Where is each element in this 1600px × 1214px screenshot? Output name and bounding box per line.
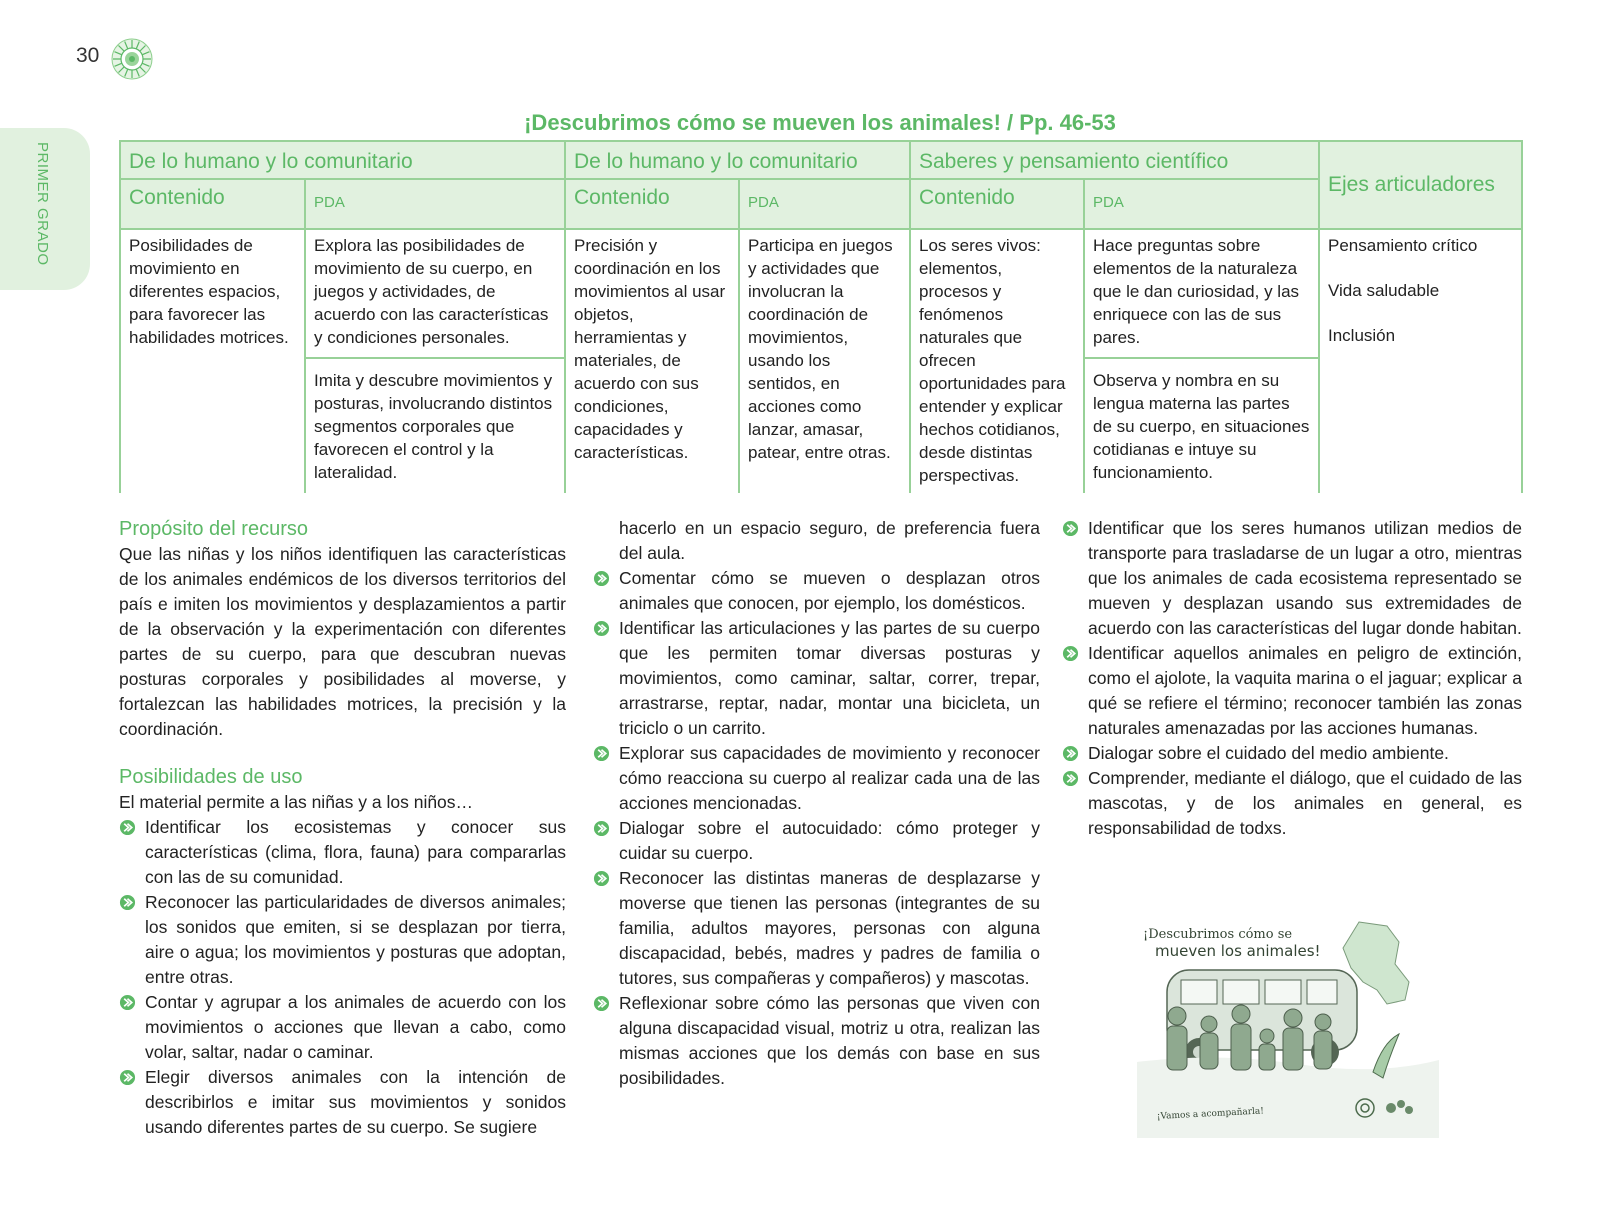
chevron-bullet-icon [119, 819, 136, 836]
resource-cover-illustration [1137, 912, 1439, 1138]
eje-item: Inclusión [1328, 326, 1396, 345]
proposito-text: Que las niñas y los niños identifiquen las características de los animales endémicos de los diversos territorios del país e imiten los movimientos y desplazamientos a partir de la observación y la experimentación con diferentes partes de su cuerpo, para que descubran nuevas posturas corporales y posibilidades al moverse, y fortalezcan las habilidades motrices, la precisión y la coordinación. [119, 544, 566, 739]
section-heading-posibilidades: Posibilidades de uso [119, 766, 303, 788]
chevron-bullet-icon [119, 1069, 136, 1086]
group-header-1: De lo humano y lo comunitario [120, 141, 565, 179]
rosette-ornament-icon [111, 38, 153, 80]
bullet-list [593, 516, 1040, 1091]
contenido-cell: Los seres vivos: elementos, procesos y fenómenos naturales que ofrecen oportunidades para entender y explicar hechos cotidianos, desde distintas perspectivas. [910, 229, 1084, 493]
cover-title-line1: ¡Descubrimos cómo se [1143, 927, 1293, 942]
cover-title-line2: mueven los animales! [1155, 942, 1321, 960]
pda-cell: Hace preguntas sobre elementos de la naturaleza que le dan curiosidad, y las enriquece con las de sus pares. [1084, 229, 1319, 358]
text-column-2 [593, 516, 1040, 1091]
cover-bottom-text: ¡Vamos a acompañarla! [1156, 1106, 1265, 1122]
eje-item: Pensamiento crítico [1328, 236, 1478, 255]
subheader-pda: PDA [1084, 179, 1319, 229]
list-item: Reconocer las particularidades de diversos animales; los sonidos que emiten, si se desplazan por tierra, aire o agua; los movimientos y posturas que adoptan, entre otras. [119, 890, 566, 990]
grade-side-tab [0, 128, 90, 290]
list-item: Elegir diversos animales con la intención de describirlos e imitar sus movimientos y sonidos usando diferentes partes de su cuerpo. Se sugiere [119, 1065, 566, 1140]
curriculum-table [119, 140, 1523, 493]
ejes-header: Ejes articuladores [1319, 141, 1522, 229]
list-item: Contar y agrupar a los animales de acuerdo con los movimientos o acciones que llevan a cabo, como volar, saltar, nadar o caminar. [119, 990, 566, 1065]
grade-label: PRIMER GRADO [34, 142, 51, 266]
list-item: Reconocer las distintas maneras de desplazarse y moverse que tienen las personas (integrantes de su familia, adultos mayores, personas con alguna discapacidad, bebés, madres y padres de familia o tutores, sus compañeras y compañeros) y mascotas. [593, 866, 1040, 991]
table-subheader-row [120, 179, 1522, 229]
list-item: Reflexionar sobre cómo las personas que viven con alguna discapacidad visual, motriz u otra, realizan las mismas acciones que los demás con base en sus posibilidades. [593, 991, 1040, 1091]
chevron-bullet-icon [593, 570, 610, 587]
chevron-bullet-icon [593, 995, 610, 1012]
list-item: Dialogar sobre el autocuidado: cómo proteger y cuidar su cuerpo. [593, 816, 1040, 866]
list-item: Comentar cómo se mueven o desplazan otros animales que conocen, por ejemplo, los domésticos. [593, 566, 1040, 616]
pda-cell: Explora las posibilidades de movimiento de su cuerpo, en juegos y actividades, de acuerdo con las características y condiciones personales. [305, 229, 565, 358]
list-item: Comprender, mediante el diálogo, que el cuidado de las mascotas, y de los animales en general, es responsabilidad de todxs. [1062, 766, 1522, 841]
list-item: Identificar los ecosistemas y conocer sus características (clima, flora, fauna) para compararlas con las de su comunidad. [119, 815, 566, 890]
table-group-header-row [120, 141, 1522, 179]
subheader-contenido: Contenido [565, 179, 739, 229]
chevron-bullet-icon [1062, 770, 1079, 787]
chevron-bullet-icon [119, 994, 136, 1011]
section-heading-proposito: Propósito del recurso [119, 518, 308, 540]
chevron-bullet-icon [593, 620, 610, 637]
list-item-continuation: hacerlo en un espacio seguro, de preferencia fuera del aula. [619, 518, 1040, 563]
list-item: Dialogar sobre el cuidado del medio ambiente. [1062, 741, 1522, 766]
bullet-list [119, 815, 566, 1140]
eje-item: Vida saludable [1328, 281, 1440, 300]
chevron-bullet-icon [593, 870, 610, 887]
text-column-3 [1062, 516, 1522, 841]
chevron-bullet-icon [593, 745, 610, 762]
contenido-cell: Precisión y coordinación en los movimientos al usar objetos, herramientas y materiales, de acuerdo con sus condiciones, capacidades y características. [565, 229, 739, 493]
chevron-bullet-icon [119, 894, 136, 911]
list-item: Identificar que los seres humanos utilizan medios de transporte para trasladarse de un lugar a otro, mientras que los animales de cada ecosistema representado se mueven y desplazan usando sus extremidades de acuerdo con las características del lugar donde habitan. [1062, 516, 1522, 641]
subheader-pda: PDA [739, 179, 910, 229]
list-item: Explorar sus capacidades de movimiento y reconocer cómo reacciona su cuerpo al realizar cada una de las acciones mencionadas. [593, 741, 1040, 816]
chevron-bullet-icon [1062, 745, 1079, 762]
ejes-cell [1319, 229, 1522, 493]
list-item: Identificar aquellos animales en peligro de extinción, como el ajolote, la vaquita marina o el jaguar; explicar a qué se refiere el término; reconocer también las zonas naturales amenazadas por las acciones humanas. [1062, 641, 1522, 741]
list-item: Identificar las articulaciones y las partes de su cuerpo que les permiten tomar diversas posturas y movimientos, como caminar, saltar, correr, trepar, arrastrarse, reptar, nadar, montar una bicicleta, un triciclo o un carrito. [593, 616, 1040, 741]
table-row [120, 229, 1522, 358]
group-header-2: De lo humano y lo comunitario [565, 141, 910, 179]
posibilidades-intro: El material permite a las niñas y a los niños… [119, 792, 474, 812]
contenido-cell: Posibilidades de movimiento en diferentes espacios, para favorecer las habilidades motrices. [120, 229, 305, 493]
table-title: ¡Descubrimos cómo se mueven los animales! / Pp. 46-53 [524, 110, 1116, 135]
pda-cell: Participa en juegos y actividades que involucran la coordinación de movimientos, usando los sentidos, en acciones como lanzar, amasar, patear, entre otras. [739, 229, 910, 493]
pda-cell: Imita y descubre movimientos y posturas, involucrando distintos segmentos corporales que favorecen el control y la lateralidad. [305, 358, 565, 493]
subheader-contenido: Contenido [910, 179, 1084, 229]
group-header-3: Saberes y pensamiento científico [910, 141, 1319, 179]
page-number: 30 [76, 44, 100, 67]
chevron-bullet-icon [1062, 645, 1079, 662]
subheader-contenido: Contenido [120, 179, 305, 229]
chevron-bullet-icon [1062, 520, 1079, 537]
subheader-pda: PDA [305, 179, 565, 229]
text-column-1 [119, 516, 566, 1140]
bullet-list [1062, 516, 1522, 841]
chevron-bullet-icon [593, 820, 610, 837]
pda-cell: Observa y nombra en su lengua materna las partes de su cuerpo, en situaciones cotidianas e intuye su funcionamiento. [1084, 358, 1319, 493]
